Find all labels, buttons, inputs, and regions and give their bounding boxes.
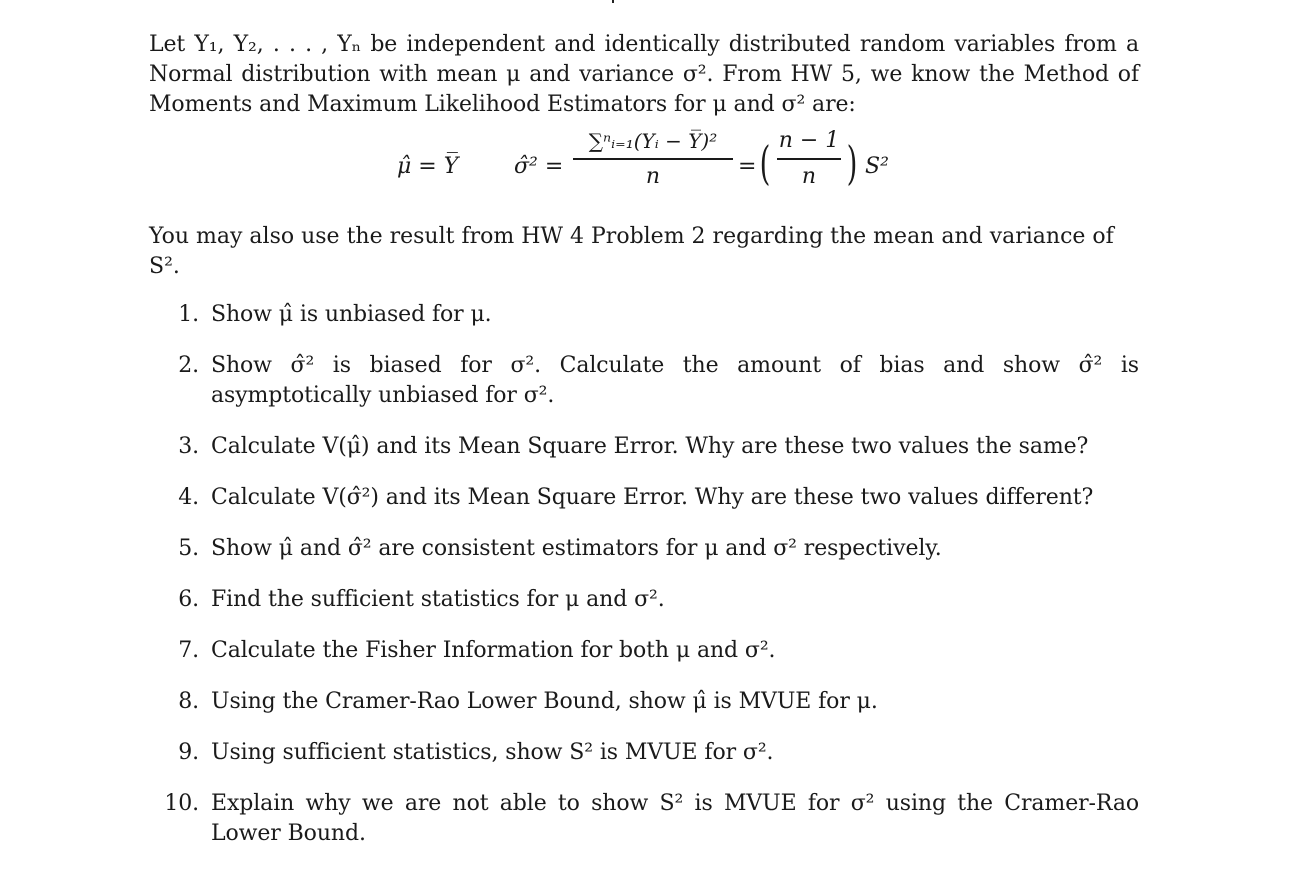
paren-fraction (777, 126, 841, 192)
list-item (149, 636, 1139, 666)
list-item (149, 585, 1139, 615)
problem-text: Using the Cramer-Rao Lower Bound, show μ̂ is MVUE for μ. (211, 689, 878, 714)
estimator-formula (149, 126, 1139, 208)
problem-text: Show μ̂ is unbiased for μ. (211, 302, 492, 327)
document-page (149, 30, 1139, 870)
equals-sign: = (738, 154, 757, 179)
paren-right: ) (846, 136, 858, 190)
list-item (149, 534, 1139, 564)
page-top-mark (612, 0, 614, 3)
problem-text: Calculate the Fisher Information for both μ and σ². (211, 638, 776, 663)
list-item (149, 432, 1139, 462)
paren-numerator: n − 1 (778, 128, 840, 153)
problem-number: 8. (178, 689, 199, 714)
fraction-bar (573, 158, 733, 160)
problem-text: Show σ̂² is biased for σ². Calculate the amount of bias and show σ̂² is asymptotically unbiased for σ². (211, 353, 1139, 408)
paren-denominator: n (801, 163, 817, 189)
sigma-hat-lhs: σ̂² = (514, 154, 564, 179)
list-item (149, 789, 1139, 849)
list-item (149, 300, 1139, 330)
problem-text: Explain why we are not able to show S² is MVUE for σ² using the Cramer-Rao Lower Bound. (211, 791, 1139, 846)
sum-numerator: ∑ⁿᵢ₌₁(Yᵢ − Y̅)² (588, 129, 718, 153)
problem-list (149, 300, 1139, 849)
problem-text: Calculate V(σ̂²) and its Mean Square Error. Why are these two values different? (211, 485, 1094, 510)
sum-fraction (573, 126, 733, 192)
mu-hat-estimator: μ̂ = Y̅ (397, 154, 459, 179)
problem-text: Show μ̂ and σ̂² are consistent estimators for μ and σ² respectively. (211, 536, 942, 561)
paren-left: ( (759, 136, 771, 190)
s-squared: S² (865, 154, 889, 179)
problem-number: 10. (164, 791, 199, 816)
intro-paragraph: Let Y₁, Y₂, . . . , Yₙ be independent and identically distributed random variables from a Normal distribution with mean μ and variance σ². From HW 5, we know the Method of Moments and Maximum Likelihood Estimators for μ and σ² are: (149, 32, 1139, 117)
list-item (149, 738, 1139, 768)
problem-number: 6. (178, 587, 199, 612)
problem-number: 2. (178, 353, 199, 378)
problem-number: 9. (178, 740, 199, 765)
list-item (149, 687, 1139, 717)
problem-text: Using sufficient statistics, show S² is MVUE for σ². (211, 740, 774, 765)
problem-number: 1. (178, 302, 199, 327)
problem-number: 7. (178, 638, 199, 663)
problem-number: 5. (178, 536, 199, 561)
list-item (149, 351, 1139, 411)
problem-number: 4. (178, 485, 199, 510)
list-item (149, 483, 1139, 513)
problem-number: 3. (178, 434, 199, 459)
problem-text: Calculate V(μ̂) and its Mean Square Error. Why are these two values the same? (211, 434, 1089, 459)
note-paragraph: You may also use the result from HW 4 Problem 2 regarding the mean and variance of S². (149, 224, 1114, 279)
sum-denominator: n (645, 163, 661, 189)
problem-text: Find the sufficient statistics for μ and σ². (211, 587, 665, 612)
paren-fraction-bar (777, 158, 841, 160)
